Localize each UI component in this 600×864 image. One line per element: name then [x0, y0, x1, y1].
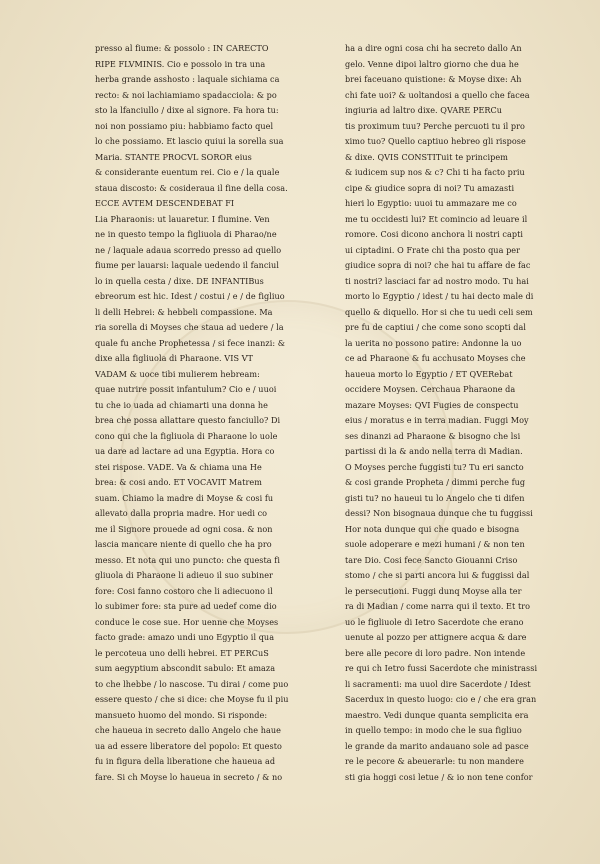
text-line: Maria. STANTE PROCVL SOROR eius — [95, 151, 252, 162]
text-line: noi non possiamo piu: habbiamo facto quel — [95, 120, 274, 131]
text-line: ha a dire ogni cosa chi ha secreto dallo An — [345, 43, 522, 53]
text-line: mansueto huomo del mondo. Si risponde: — [95, 709, 268, 720]
text-line: Hor nota dunque qui che quado e bisogna — [345, 523, 520, 534]
text-line: herba grande asshosto : laquale sichiama ca — [95, 74, 280, 84]
text-column-right — [345, 41, 583, 785]
text-line: lo in quella cesta / dixe. DE INFANTIBus — [95, 275, 264, 286]
text-line: tare Dio. Cosi fece Sancto Giouanni Criso — [345, 554, 518, 565]
text-line: tu che io uada ad chiamarti una donna he — [95, 399, 269, 410]
text-line: brea: & cosi ando. ET VOCAVIT Matrem — [95, 477, 262, 487]
text-line: stomo / che si parti ancora lui & fuggissi dal — [345, 570, 530, 580]
text-line: haueua morto lo Egyptio / ET QVERebat — [345, 368, 513, 379]
text-line: lo che possiamo. Et lascio quiui la sorella sua — [95, 136, 284, 146]
text-line: dessi? Non bisognaua dunque che tu fuggissi — [345, 508, 533, 518]
text-line: chi fate uoi? & uoltandosi a quello che facea — [345, 89, 530, 100]
text-line: ingiuria ad laltro dixe. QVARE PERCu — [345, 105, 503, 115]
text-line: mazare Moyses: QVI Fugies de conspectu — [345, 399, 519, 410]
text-line: che haueua in secreto dallo Angelo che haue — [95, 725, 281, 735]
text-line: ce ad Pharaone & fu acchusato Moyses che — [345, 353, 526, 363]
text-line: staua discosto: & cosideraua il fine della cosa. — [95, 182, 288, 193]
text-line: le persecutioni. Fuggi dunq Moyse alla ter — [345, 585, 522, 596]
text-line: pre fu de captiui / che come sono scopti dal — [345, 322, 526, 332]
text-line: tis proximum tuu? Perche percuoti tu il pro — [345, 120, 525, 131]
text-line: uo le figliuole di Ietro Sacerdote che erano — [345, 616, 524, 627]
text-line: ti nostri? lasciaci far ad nostro modo. Tu hai — [345, 275, 529, 286]
text-line: le grande da marito andauano sole ad pasce — [345, 740, 529, 751]
text-line: & iudicem sup nos & c? Chi ti ha facto priu — [345, 167, 525, 177]
text-line: giudice sopra di noi? che hai tu affare de fac — [345, 260, 531, 270]
text-line: recto: & noi lachiamiamo spadacciola: & po — [95, 89, 277, 100]
text-line: dixe alla figliuola di Pharaone. VIS VT — [95, 353, 254, 363]
text-line: & considerante euentum rei. Cio e / la quale — [95, 167, 280, 177]
text-line: ra di Madian / come narra qui il texto. Et tro — [345, 601, 531, 611]
text-line: me il Signore prouede ad ogni cosa. & non — [95, 523, 273, 534]
text-line: maestro. Vedi dunque quanta semplicita era — [345, 709, 529, 720]
text-line: romore. Cosi dicono anchora li nostri capti — [345, 229, 524, 239]
text-line: quae nutrire possit infantulum? Cio e / uuoi — [95, 384, 277, 394]
text-line: sum aegyptium abscondit sabulo: Et amaza — [95, 663, 276, 673]
text-line: brea che possa allattare questo fanciullo? Di — [95, 415, 281, 425]
text-line: sto la lfanciullo / dixe al signore. Fa hora tu: — [95, 105, 279, 115]
text-line: suam. Chiamo la madre di Moyse & cosi fu — [95, 492, 274, 503]
text-line: messo. Et nota qui uno puncto: che questa fi — [95, 554, 280, 565]
text-line: gelo. Venne dipoi laltro giorno che dua he — [345, 58, 519, 69]
text-line: gisti tu? no haueui tu lo Angelo che ti difen — [345, 492, 525, 503]
text-line: essere questo / che si dice: che Moyse fu il piu — [95, 694, 289, 704]
text-line: Sacerdux in questo luogo: cio e / che era gran — [345, 694, 537, 704]
text-line: ses dinanzi ad Pharaone & bisogno che lsi — [345, 430, 521, 441]
text-line: bere alle pecore di loro padre. Non intende — [345, 647, 526, 658]
text-line: facto grade: amazo undi uno Egyptio il qua — [95, 632, 275, 642]
text-line: brei faceuano quistione: & Moyse dixe: Ah — [345, 74, 522, 84]
text-line: ua ad essere liberatore del popolo: Et questo — [95, 740, 282, 751]
text-line: quello & diquello. Hor si che tu uedi celi sem — [345, 306, 533, 317]
text-line: to che lhebbe / lo nascose. Tu dirai / come puo — [95, 678, 289, 689]
text-line: ximo tuo? Quello captiuo hebreo gli rispose — [345, 136, 526, 146]
text-line: ria sorella di Moyses che staua ad uedere / la — [95, 322, 284, 332]
text-line: fore: Cosi fanno costoro che li adiecuono il — [95, 585, 273, 596]
text-line: eius / moratus e in terra madian. Fuggi Moy — [345, 415, 529, 425]
text-line: RIPE FLVMINIS. Cio e possolo in tra una — [95, 58, 266, 69]
text-line: ne in questo tempo la figliuola di Pharao/ne — [95, 229, 277, 239]
text-line: & dixe. QVIS CONSTITuit te principem — [345, 151, 508, 162]
text-line: presso al fiume: & possolo : IN CARECTO — [95, 43, 269, 53]
text-line: VADAM & uoce tibi mulierem hebream: — [95, 368, 260, 379]
text-line: Lia Pharaonis: ut lauaretur. I flumine. Ven — [95, 213, 270, 224]
text-line: sti gia hoggi cosi letue / & io non tene confor — [345, 771, 533, 782]
text-line: fu in figura della liberatione che haueua ad — [95, 756, 276, 766]
text-line: ne / laquale adaua scorredo presso ad quello — [95, 244, 282, 255]
text-line: cipe & giudice sopra di noi? Tu amazasti — [345, 182, 515, 193]
text-line: partissi di la & ando nella terra di Madian. — [345, 446, 523, 456]
text-line: suole adoperare e mezi humani / & non ten — [345, 539, 525, 549]
text-line: allevato dalla propria madre. Hor uedi co — [95, 508, 268, 518]
text-line: le percoteua uno delli hebrei. ET PERCuS — [95, 647, 269, 658]
text-line: fiume per lauarsi: laquale uedendo il fanciul — [95, 260, 279, 270]
text-line: ECCE AVTEM DESCENDEBAT FI — [95, 198, 235, 208]
text-line: O Moyses perche fuggisti tu? Tu eri sancto — [345, 461, 524, 472]
text-line: cono qui che la figliuola di Pharaone lo uole — [95, 430, 278, 441]
text-line: hieri lo Egyptio: uuoi tu ammazare me co — [345, 198, 517, 208]
text-line: lascia mancare niente di quello che ha pro — [95, 539, 272, 549]
text-line: li sacramenti: ma uuol dire Sacerdote / Idest — [345, 678, 531, 689]
text-line: lo subimer fore: sta pure ad uedef come dio — [95, 601, 277, 611]
text-line: ua dare ad lactare ad una Egyptia. Hora co — [95, 446, 275, 456]
text-line: & cosi grande Propheta / dimmi perche fug — [345, 477, 526, 487]
text-line: gliuola di Pharaone li adieuo il suo subiner — [95, 570, 273, 580]
text-line: uenute al pozzo per attignere acqua & dare — [345, 632, 527, 642]
text-line: occidere Moysen. Cerchaua Pharaone da — [345, 384, 516, 394]
text-line: in quello tempo: in modo che le sua figliuo — [345, 725, 522, 735]
text-line: morto lo Egyptio / idest / tu hai decto male di — [345, 291, 534, 301]
text-line: re le pecore & abeuerarle: tu non mandere — [345, 756, 524, 766]
text-line: ui ciptadini. O Frate chi tha posto qua per — [345, 244, 521, 255]
text-line: stei rispose. VADE. Va & chiama una He — [95, 461, 262, 472]
text-line: la uerita no possono patire: Andonne la uo — [345, 337, 522, 348]
text-line: quale fu anche Prophetessa / si fece inanzi: & — [95, 337, 286, 348]
text-line: li delli Hebrei: & hebbeli compassione. Ma — [95, 306, 273, 317]
text-line: ebreorum est hic. Idest / costui / e / de figliuo — [95, 291, 285, 301]
text-line: conduce le cose sue. Hor uenne che Moyses — [95, 616, 279, 627]
text-line: re qui ch Ietro fussi Sacerdote che ministrassi — [345, 663, 538, 673]
text-line: fare. Si ch Moyse lo haueua in secreto / & no — [95, 771, 283, 782]
text-line: me tu occidesti lui? Et comincio ad leuare il — [345, 213, 528, 224]
text-column-left — [95, 41, 327, 785]
